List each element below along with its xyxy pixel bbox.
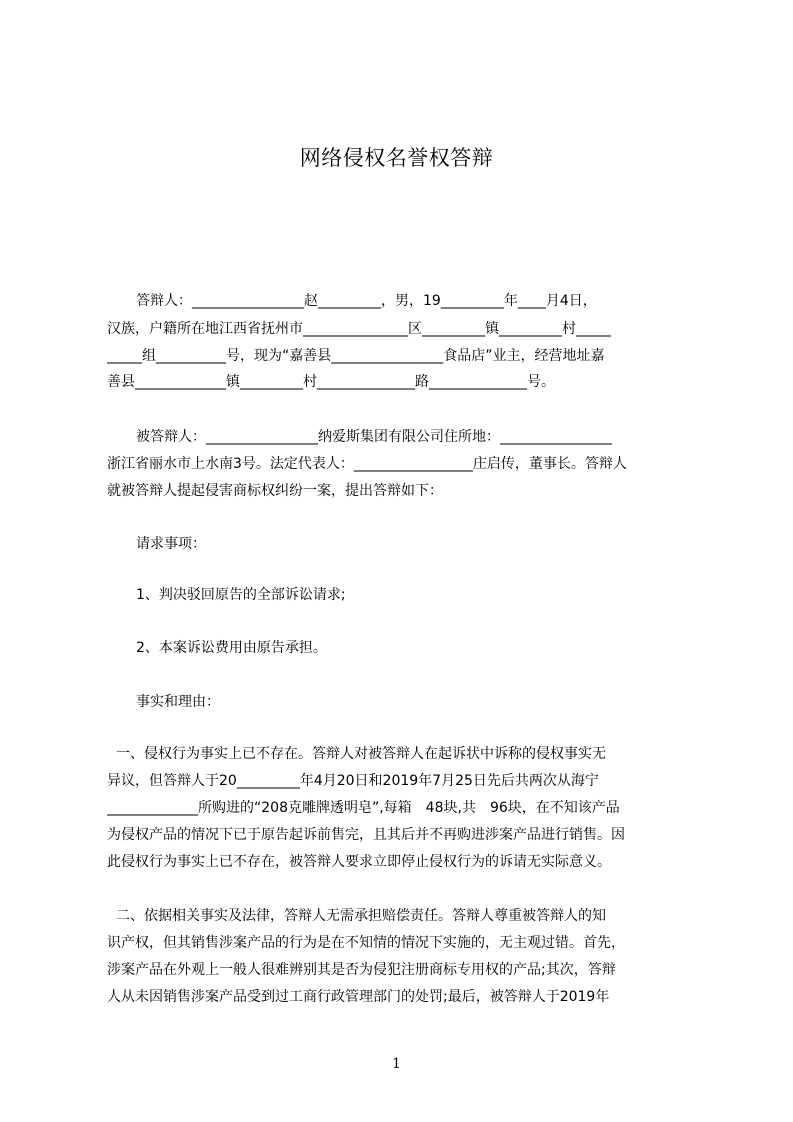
request-item-2: 2、本案诉讼费用由原告承担。 — [136, 640, 327, 656]
reason-1-line-5: 此侵权行为事实上已不存在，被答辩人要求立即停止侵权行为的诉请无实际意义。 — [107, 854, 611, 870]
page-title: 网络侵权名誉权答辩 — [299, 146, 494, 170]
reason-1-line-1: 一、侵权行为事实上已不存在。答辩人对被答辩人在起诉状中诉称的侵权事实无 — [116, 746, 606, 762]
page-number: 1 — [392, 1056, 401, 1072]
reason-2-line-3: 涉案产品在外观上一般人很难辨别其是否为侵犯注册商标专用权的产品;其次，答辩 — [107, 962, 616, 978]
request-item-1: 1、判决驳回原告的全部诉讼请求; — [136, 587, 346, 603]
defendant-line-4: 善县_____________镇_________村______________路______________号。 — [107, 374, 555, 390]
reason-2-line-4: 人从未因销售涉案产品受到过工商行政管理部门的处罚;最后，被答辩人于2019年 — [107, 989, 610, 1005]
reason-2-line-1: 二、依据相关事实及法律，答辩人无需承担赔偿责任。答辩人尊重被答辩人的知 — [116, 908, 606, 924]
plaintiff-line-1: 被答辩人：________________纳爱斯集团有限公司住所地：________________ — [136, 429, 612, 445]
reason-1-line-3: _____________所购进的“208克雕牌透明皂”,每箱 48块,共 96块，在不知该产品 — [107, 800, 620, 816]
defendant-line-2: 汉族，户籍所在地江西省抚州市_______________区_________镇_________村_____ — [107, 321, 611, 337]
plaintiff-line-2: 浙江省丽水市上水南3号。法定代表人：_________________庄启传，董事长。答辩人 — [107, 456, 627, 472]
reason-1-line-4: 为侵权产品的情况下已于原告起诉前售完，且其后并不再购进涉案产品进行销售。因 — [107, 827, 625, 843]
reason-2-line-2: 识产权，但其销售涉案产品的行为是在不知情的情况下实施的，无主观过错。首先， — [107, 935, 625, 951]
reason-1-line-2: 异议，但答辩人于20_________年4月20日和2019年7月25日先后共两次从海宁 — [107, 773, 599, 789]
requests-heading: 请求事项： — [136, 536, 206, 552]
defendant-line-3: _____组__________号，现为“嘉善县________________食品店”业主，经营地址嘉 — [107, 348, 605, 364]
defendant-line-1: 答辩人：________________赵_________，男，19_________年____月4日， — [136, 293, 597, 309]
facts-heading: 事实和理由： — [136, 694, 220, 710]
plaintiff-line-3: 就被答辩人提起侵害商标权纠纷一案，提出答辩如下： — [107, 483, 443, 499]
